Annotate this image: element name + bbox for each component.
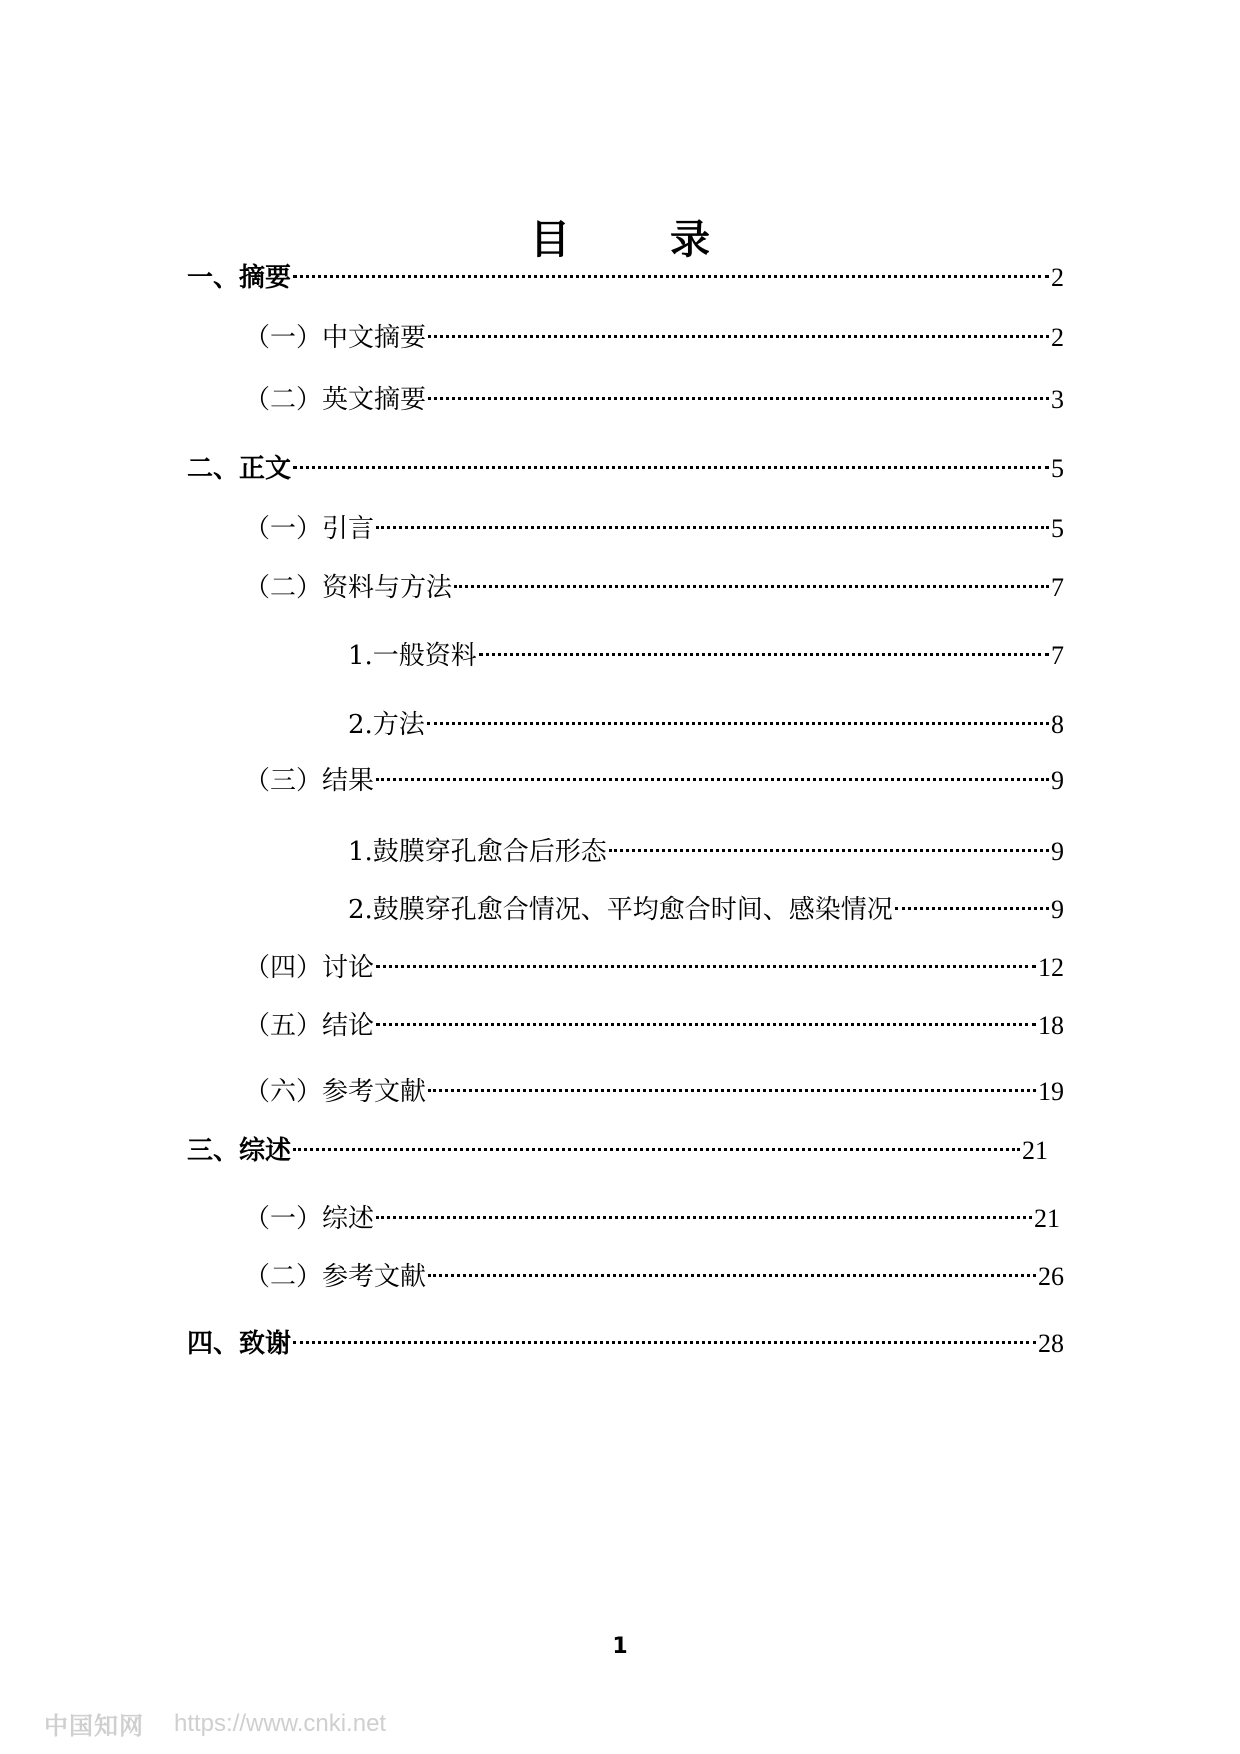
toc-entry[interactable]: [348, 699, 1064, 742]
toc-entry[interactable]: [244, 1251, 1064, 1294]
page-number: 1: [612, 1634, 628, 1659]
watermark-logo-text: 中国知网: [44, 1713, 144, 1740]
toc-page-number: 3: [1051, 385, 1064, 414]
toc-entry[interactable]: [187, 443, 1064, 486]
toc-entry-label: 四、致谢: [187, 1329, 292, 1359]
toc-entry-label: （二）英文摘要: [244, 385, 427, 415]
toc-entry-label: 1.鼓膜穿孔愈合后形态: [348, 837, 607, 867]
toc-entry[interactable]: [348, 884, 1064, 927]
toc-entry[interactable]: [244, 1066, 1064, 1109]
watermark-url: https://www.cnki.net: [174, 1709, 387, 1737]
toc-entry[interactable]: [348, 630, 1064, 673]
toc-entry[interactable]: [244, 374, 1064, 417]
toc-entry[interactable]: [187, 1125, 1048, 1168]
toc-entry-label: 1.一般资料: [348, 641, 477, 671]
toc-page-number: 8: [1051, 710, 1064, 739]
toc-entry[interactable]: [244, 1000, 1064, 1043]
toc-leader-dots: [479, 630, 1049, 664]
toc-entry-label: （六）参考文献: [244, 1077, 427, 1107]
toc-leader-dots: [376, 942, 1036, 976]
toc-entry-label: （一）中文摘要: [244, 323, 427, 353]
toc-page-number: 5: [1051, 454, 1064, 483]
toc-leader-dots: [454, 562, 1049, 596]
toc-leader-dots: [428, 1251, 1036, 1285]
toc-entry[interactable]: [244, 755, 1064, 798]
toc-leader-dots: [428, 1066, 1036, 1100]
toc-entry-label: 二、正文: [187, 454, 292, 484]
watermark: [44, 1706, 386, 1741]
toc-leader-dots: [293, 252, 1049, 286]
toc-entry-label: 一、摘要: [187, 263, 292, 293]
toc-leader-dots: [293, 1125, 1020, 1159]
toc-page-number: 21: [1022, 1136, 1048, 1165]
toc-leader-dots: [428, 312, 1049, 346]
toc-leader-dots: [293, 443, 1049, 477]
toc-leader-dots: [376, 1000, 1036, 1034]
toc-page-number: 26: [1038, 1262, 1064, 1291]
toc-leader-dots: [376, 1193, 1032, 1227]
toc-entry-label: （二）资料与方法: [244, 573, 453, 603]
page-title: 目 录: [530, 217, 740, 263]
toc-leader-dots: [293, 1318, 1036, 1352]
toc-page-number: 7: [1051, 573, 1064, 602]
toc-page-number: 7: [1051, 641, 1064, 670]
toc-page-number: 9: [1051, 766, 1064, 795]
toc-page-number: 28: [1038, 1329, 1064, 1358]
toc-leader-dots: [376, 755, 1049, 789]
toc-page-number: 9: [1051, 837, 1064, 866]
toc-entry[interactable]: [244, 562, 1064, 605]
toc-entry[interactable]: [187, 252, 1064, 295]
toc-page-number: 21: [1034, 1204, 1060, 1233]
toc-leader-dots: [609, 826, 1049, 860]
toc-entry-label: （二）参考文献: [244, 1262, 427, 1292]
toc-page-number: 5: [1051, 514, 1064, 543]
toc-leader-dots: [427, 699, 1049, 733]
toc-page-number: 18: [1038, 1011, 1064, 1040]
toc-entry-label: 2.鼓膜穿孔愈合情况、平均愈合时间、感染情况: [348, 895, 893, 925]
toc-leader-dots: [428, 374, 1049, 408]
toc-entry[interactable]: [348, 826, 1064, 869]
toc-page-number: 2: [1051, 263, 1064, 292]
toc-entry-label: 三、综述: [187, 1136, 292, 1166]
toc-page-number: 9: [1051, 895, 1064, 924]
toc-entry[interactable]: [244, 503, 1064, 546]
toc-leader-dots: [895, 884, 1049, 918]
toc-entry-label: （五）结论: [244, 1011, 375, 1041]
toc-page-number: 19: [1038, 1077, 1064, 1106]
toc-leader-dots: [376, 503, 1049, 537]
toc-entry-label: （四）讨论: [244, 953, 375, 983]
toc-entry-label: （一）引言: [244, 514, 375, 544]
toc-page-number: 2: [1051, 323, 1064, 352]
toc-entry[interactable]: [244, 312, 1064, 355]
toc-entry-label: 2.方法: [348, 710, 425, 740]
toc-entry[interactable]: [187, 1318, 1064, 1361]
toc-page-number: 12: [1038, 953, 1064, 982]
toc-entry-label: （一）综述: [244, 1204, 375, 1234]
toc-entry[interactable]: [244, 1193, 1060, 1236]
toc-entry[interactable]: [244, 942, 1064, 985]
toc-entry-label: （三）结果: [244, 766, 375, 796]
